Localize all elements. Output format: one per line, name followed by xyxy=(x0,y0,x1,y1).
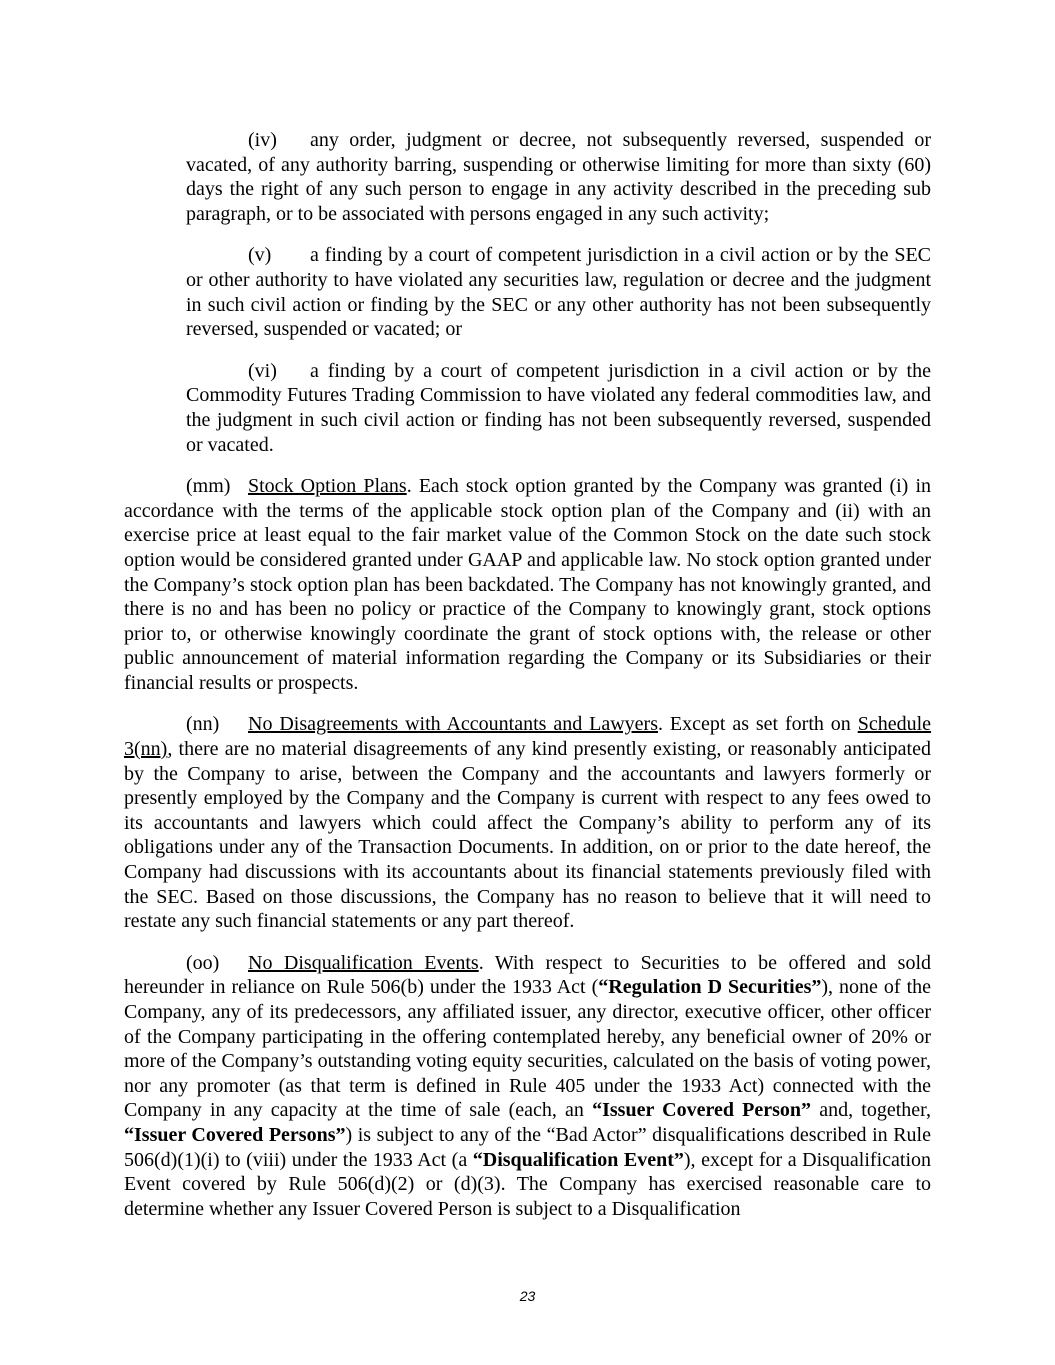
clause-oo xyxy=(124,951,931,1222)
bold-text: “Issuer Covered Persons” xyxy=(124,1123,346,1146)
text-run: ), none of the Company, any of its predecessors, any affiliated issuer, any director, executive officer, other officer of the Company participating in the offering contemplated hereby, any beneficial owner of 20% or more of the Company’s outstanding voting equity securities, calculated on the basis of voting power, nor any promoter (as that term is defined in Rule 405 under the 1933 Act) connected with the Company in any capacity at the time of sale (each, an xyxy=(124,976,931,1122)
clause-vi xyxy=(186,359,931,457)
bold-text: “Issuer Covered Person” xyxy=(592,1099,812,1122)
text-run: a finding by a court of competent jurisdiction in a civil action or by the SEC or other authority to have violated any securities law, regulation or decree and the judgment in such civil action or finding by the SEC or any other authority has not been subsequently reversed, suspended or vacated; or xyxy=(186,244,931,341)
clause-iv xyxy=(186,128,931,226)
clause-v xyxy=(186,243,931,341)
text-run: and, together, xyxy=(811,1099,932,1122)
clause-label: (mm) xyxy=(186,475,231,498)
clause-mm xyxy=(124,474,931,695)
underlined-text: Schedule 3(nn) xyxy=(124,713,932,761)
bold-text: “Regulation D Securities” xyxy=(598,976,822,999)
clause-label: (nn) xyxy=(186,713,220,736)
text-run: . Except as set forth on xyxy=(657,713,858,736)
text-run: , there are no material disagreements of any kind presently existing, or reasonably anticipated by the Company to arise, between the Company and the accountants and lawyers formerly or presently employed by the Company and the Company is current with respect to any fees owed to its accountants and lawyers which could affect the Company’s ability to perform any of its obligations under any of the Transaction Documents. In addition, on or prior to the date hereof, the Company had discussions with its accountants about its financial statements previously filed with the SEC. Based on those discussions, the Company has no reason to believe that it will need to restate any such financial statements or any part thereof. xyxy=(124,738,931,933)
clause-label: (iv) xyxy=(248,129,277,151)
document-body xyxy=(124,128,931,1238)
page-number: 23 xyxy=(519,1288,536,1304)
clause-label: (vi) xyxy=(248,359,277,382)
clause-label: (v) xyxy=(248,244,272,267)
underlined-text: No Disagreements with Accountants and Lawyers xyxy=(248,713,658,736)
underlined-text: Stock Option Plans xyxy=(248,475,407,498)
text-run: any order, judgment or decree, not subsequently reversed, suspended or vacated, of any authority barring, suspending or otherwise limiting for more than sixty (60) days the right of any such person to engage in any activity described in the preceding sub paragraph, or to be associated with persons engaged in any such activity; xyxy=(186,129,931,225)
clause-label: (oo) xyxy=(186,951,220,974)
text-run: ), except for a Disqualification Event covered by Rule 506(d)(2) or (d)(3). The Company has exercised reasonable care to determine whether any Issuer Covered Person is subject to a Disqualification xyxy=(124,1148,931,1220)
bold-text: “Disqualification Event” xyxy=(472,1148,684,1171)
text-run: ) is subject to any of the “Bad Actor” disqualifications described in Rule 506(d)(1)(i) to (viii) under the 1933 Act (a xyxy=(124,1123,931,1171)
underlined-text: No Disqualification Events xyxy=(248,951,479,974)
text-run: . Each stock option granted by the Company was granted (i) in accordance with the terms of the applicable stock option plan of the Company and (ii) with an exercise price at least equal to the fair market value of the Common Stock on the date such stock option would be considered granted under GAAP and applicable law. No stock option granted under the Company’s stock option plan has been backdated. The Company has not knowingly granted, and there is no and has been no policy or practice of the Company to knowingly grant, stock options prior to, or otherwise knowingly coordinate the grant of stock options with, the release or other public announcement of material information regarding the Company or its Subsidiaries or their financial results or prospects. xyxy=(124,475,931,694)
text-run: a finding by a court of competent jurisdiction in a civil action or by the Commodity Futures Trading Commission to have violated any federal commodities law, and the judgment in such civil action or finding has not been subsequently reversed, suspended or vacated. xyxy=(186,359,931,456)
clause-nn xyxy=(124,712,931,933)
text-run: . With respect to Securities to be offered and sold hereunder in reliance on Rule 506(b) under the 1933 Act ( xyxy=(124,951,932,999)
